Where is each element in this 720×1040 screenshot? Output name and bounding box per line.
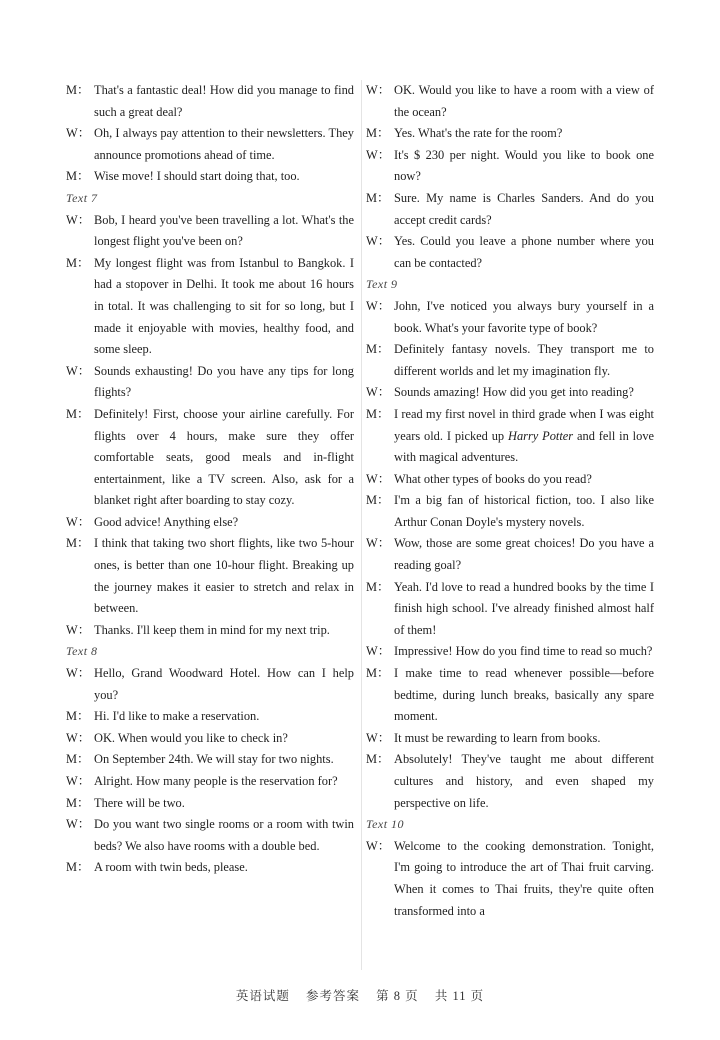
dialogue-line bbox=[66, 512, 354, 534]
dialogue-text: Sounds amazing! How did you get into reading? bbox=[394, 385, 634, 400]
dialogue-text: It's $ 230 per night. Would you like to book one now? bbox=[394, 147, 654, 184]
dialogue-text: Oh, I always pay attention to their newsletters. They announce promotions ahead of time. bbox=[94, 126, 354, 162]
dialogue-line bbox=[66, 404, 354, 512]
dialogue-line bbox=[366, 382, 654, 404]
dialogue-line bbox=[66, 857, 354, 879]
right-column bbox=[366, 80, 654, 922]
speaker-label: W： bbox=[366, 838, 391, 853]
dialogue-text: On September 24th. We will stay for two nights. bbox=[94, 752, 334, 767]
speaker-label: W： bbox=[366, 147, 391, 162]
dialogue-line bbox=[366, 231, 654, 274]
speaker-label: W： bbox=[366, 385, 391, 400]
dialogue-text-part: and fell in love with magical adventures. bbox=[394, 428, 655, 465]
dialogue-text: A room with twin beds, please. bbox=[94, 860, 248, 875]
dialogue-text: Welcome to the cooking demonstration. Tonight, I'm going to introduce the art of Thai fruit carving. When it comes to Thai fruits, they're quite often transformed into a bbox=[394, 838, 654, 918]
speaker-label: M： bbox=[366, 579, 390, 594]
dialogue-line bbox=[366, 469, 654, 491]
dialogue-text: Yes. Could you leave a phone number where you can be contacted? bbox=[394, 234, 654, 270]
dialogue-text: OK. When would you like to check in? bbox=[94, 730, 288, 745]
dialogue-text: Yes. What's the rate for the room? bbox=[394, 126, 563, 141]
speaker-label: W： bbox=[66, 730, 91, 745]
speaker-label: W： bbox=[66, 817, 91, 832]
dialogue-text: John, I've noticed you always bury yourself in a book. What's your favorite type of book? bbox=[394, 298, 654, 335]
speaker-label: M： bbox=[366, 493, 390, 508]
dialogue-text: Yeah. I'd love to read a hundred books by the time I finish high school. I've already finished almost half of them! bbox=[394, 579, 654, 637]
dialogue-text: Alright. How many people is the reservation for? bbox=[94, 774, 338, 788]
speaker-label: M： bbox=[66, 752, 90, 767]
speaker-label: W： bbox=[66, 126, 91, 141]
dialogue-text: Thanks. I'll keep them in mind for my next trip. bbox=[94, 622, 330, 637]
dialogue-line bbox=[366, 80, 654, 123]
dialogue-text: Wow, those are some great choices! Do you have a reading goal? bbox=[394, 536, 654, 573]
speaker-label: M： bbox=[66, 795, 90, 810]
dialogue-text-part: I read my first novel in third grade when I was eight years old. I picked up bbox=[394, 406, 654, 443]
dialogue-line bbox=[366, 490, 654, 533]
dialogue-line bbox=[66, 620, 354, 642]
dialogue-text: I'm a big fan of historical fiction, too. I also like Arthur Conan Doyle's mystery novels. bbox=[394, 493, 654, 529]
dialogue-text: Hello, Grand Woodward Hotel. How can I help you? bbox=[94, 666, 354, 702]
dialogue-text: Absolutely! They've taught me about different cultures and history, and even shaped my perspective on life. bbox=[394, 752, 654, 810]
footer-page-total: 共 11 页 bbox=[434, 989, 485, 1003]
speaker-label: W： bbox=[366, 644, 391, 659]
speaker-label: M： bbox=[66, 83, 90, 97]
dialogue-line bbox=[66, 80, 354, 123]
dialogue-line bbox=[366, 533, 654, 576]
dialogue-line bbox=[366, 577, 654, 642]
speaker-label: M： bbox=[66, 709, 90, 724]
speaker-label: M： bbox=[66, 169, 90, 184]
dialogue-line bbox=[366, 404, 654, 469]
dialogue-line bbox=[366, 836, 654, 922]
footer-section: 参考答案 bbox=[306, 989, 361, 1003]
section-heading: Text 8 bbox=[66, 644, 98, 659]
dialogue-line bbox=[66, 814, 354, 857]
column-divider bbox=[361, 80, 362, 970]
speaker-label: M： bbox=[366, 752, 390, 767]
speaker-label: M： bbox=[66, 536, 90, 551]
speaker-label: M： bbox=[366, 406, 390, 421]
dialogue-text: Sure. My name is Charles Sanders. And do you accept credit cards? bbox=[394, 190, 654, 227]
speaker-label: W： bbox=[366, 536, 391, 551]
speaker-label: W： bbox=[366, 471, 391, 486]
page-footer bbox=[0, 986, 720, 1004]
dialogue-text: That's a fantastic deal! How did you manage to find such a great deal? bbox=[94, 83, 354, 119]
footer-page-number: 第 8 页 bbox=[376, 989, 419, 1003]
section-heading: Text 9 bbox=[366, 277, 398, 292]
dialogue-text: I make time to read whenever possible—before bedtime, during lunch breaks, basically any spare moment. bbox=[394, 666, 654, 724]
dialogue-text: What other types of books do you read? bbox=[394, 471, 592, 486]
dialogue-line bbox=[66, 706, 354, 728]
dialogue-line bbox=[66, 728, 354, 750]
dialogue-line bbox=[366, 296, 654, 339]
dialogue-line bbox=[366, 749, 654, 814]
dialogue-line bbox=[366, 728, 654, 750]
speaker-label: M： bbox=[366, 190, 390, 205]
dialogue-text: Definitely fantasy novels. They transport me to different worlds and let my imagination fly. bbox=[394, 342, 654, 378]
dialogue-line bbox=[66, 793, 354, 815]
dialogue-line bbox=[366, 641, 654, 663]
dialogue-text: Sounds exhausting! Do you have any tips for long flights? bbox=[94, 363, 354, 400]
dialogue-text: Good advice! Anything else? bbox=[94, 514, 239, 529]
dialogue-text: OK. Would you like to have a room with a view of the ocean? bbox=[394, 83, 654, 119]
section-heading: Text 7 bbox=[66, 190, 98, 205]
dialogue-line bbox=[366, 188, 654, 231]
dialogue-line bbox=[66, 123, 354, 166]
dialogue-text: Hi. I'd like to make a reservation. bbox=[94, 709, 260, 724]
book-title: Harry Potter bbox=[508, 428, 574, 443]
dialogue-line bbox=[66, 749, 354, 771]
dialogue-text: I think that taking two short flights, like two 5-hour ones, is better than one 10-hour flight. Breaking up the journey makes it easier to stretch and relax in between. bbox=[94, 536, 354, 616]
speaker-label: W： bbox=[366, 298, 391, 313]
dialogue-text: Bob, I heard you've been travelling a lot. What's the longest flight you've been on? bbox=[94, 212, 354, 249]
dialogue-line bbox=[66, 663, 354, 706]
speaker-label: M： bbox=[366, 126, 390, 141]
speaker-label: M： bbox=[66, 406, 90, 421]
dialogue-line bbox=[66, 361, 354, 404]
speaker-label: W： bbox=[366, 83, 391, 97]
dialogue-line bbox=[66, 210, 354, 253]
speaker-label: W： bbox=[66, 774, 91, 788]
dialogue-text: My longest flight was from Istanbul to Bangkok. I had a stopover in Delhi. It took me about 16 hours in total. It was challenging to sit for so long, but I made it enjoyable with movies, healthy food, and some sleep. bbox=[94, 255, 354, 357]
dialogue-line bbox=[66, 533, 354, 619]
speaker-label: W： bbox=[66, 212, 91, 227]
dialogue-text bbox=[394, 404, 654, 469]
dialogue-text: Wise move! I should start doing that, too. bbox=[94, 169, 300, 184]
speaker-label: W： bbox=[66, 514, 91, 529]
dialogue-line bbox=[66, 253, 354, 361]
dialogue-text: Definitely! First, choose your airline carefully. For flights over 4 hours, make sure they offer comfortable seats, good meals and in-flight entertainment, like a TV screen. Also, ask for a blanket right after boarding to stay cozy. bbox=[94, 406, 354, 508]
speaker-label: W： bbox=[66, 666, 91, 681]
speaker-label: W： bbox=[366, 730, 391, 745]
dialogue-text: It must be rewarding to learn from books. bbox=[394, 730, 601, 745]
footer-subject: 英语试题 bbox=[235, 989, 290, 1003]
speaker-label: W： bbox=[66, 622, 91, 637]
dialogue-text: There will be two. bbox=[94, 795, 185, 810]
speaker-label: W： bbox=[66, 363, 91, 378]
dialogue-line bbox=[366, 123, 654, 145]
speaker-label: M： bbox=[66, 255, 90, 270]
section-heading: Text 10 bbox=[366, 817, 405, 832]
dialogue-line bbox=[66, 166, 354, 188]
dialogue-text: Do you want two single rooms or a room with twin beds? We also have rooms with a double bed. bbox=[94, 817, 354, 853]
left-column bbox=[66, 80, 354, 879]
dialogue-line bbox=[366, 663, 654, 728]
speaker-label: W： bbox=[366, 234, 391, 249]
dialogue-text: Impressive! How do you find time to read so much? bbox=[394, 644, 653, 659]
dialogue-line bbox=[366, 145, 654, 188]
speaker-label: M： bbox=[366, 342, 390, 357]
speaker-label: M： bbox=[66, 860, 90, 875]
dialogue-line bbox=[366, 339, 654, 382]
speaker-label: M： bbox=[366, 666, 390, 681]
dialogue-line bbox=[66, 771, 354, 793]
